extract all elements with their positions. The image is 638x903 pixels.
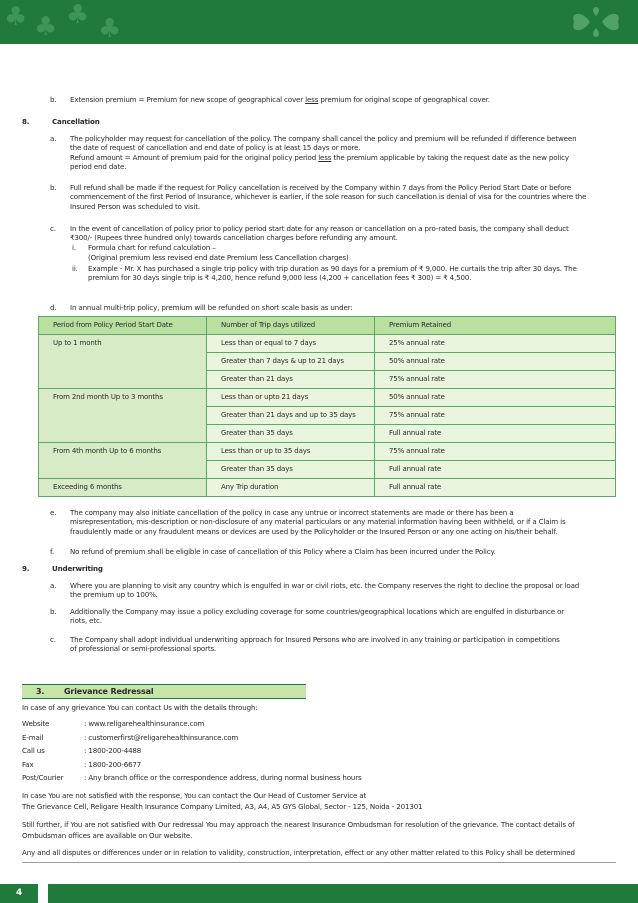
- text-line: misrepresentation, mis-description or non-disclosure of any material particulars or any material information having been withheld, or if a Claim is: [70, 517, 566, 527]
- table-cell: 50% annual rate: [375, 389, 616, 407]
- contact-label: Website: [22, 719, 50, 728]
- item-letter: b.: [50, 95, 57, 104]
- disputes-line: Any and all disputes or differences under or in relation to validity, construction, interpretation, effect or any other matter related to this Policy shall be determined: [22, 848, 575, 857]
- subitem-text: Formula chart for refund calculation –: [88, 242, 216, 252]
- cancellation-item-f: [50, 547, 615, 557]
- text-line: commencement of the first Period of Insurance, whichever is earlier, if the sole reason for such cancellation is denial of visa for the countries where the: [70, 192, 587, 202]
- email-link[interactable]: : customerfirst@religarehealthinsurance.com: [84, 733, 239, 742]
- table-cell: Full annual rate: [375, 479, 616, 497]
- table-cell: Greater than 21 days: [207, 371, 375, 389]
- table-cell: Full annual rate: [375, 425, 616, 443]
- item-letter: b.: [50, 183, 57, 192]
- subitem-text: premium for 30 days single trip is ₹ 4,200, hence refund 9,000 less (4,200 + cancellation fees ₹ 300) = ₹ 4,500.: [88, 273, 472, 283]
- text-line: of professional or semi-professional sports.: [70, 644, 217, 654]
- table-row: [39, 335, 616, 353]
- page-header-band: [0, 0, 638, 44]
- text-line: [70, 153, 615, 162]
- text-line: period end date.: [70, 162, 127, 172]
- formula-detail: (Original premium less revised end date Premium less Cancellation charges): [88, 252, 349, 262]
- grievance-intro: In case of any grievance You can contact Us with the details through:: [22, 703, 258, 712]
- subitem-text: Example - Mr. X has purchased a single trip policy with trip duration as 90 days for a premium of ₹ 9,000. He curtails the trip after 30 days. The: [88, 264, 577, 274]
- grievance-heading-bar: [22, 684, 306, 699]
- table-cell: 75% annual rate: [375, 371, 616, 389]
- underwriting-item-a: [50, 581, 615, 601]
- section-title: Grievance Redressal: [64, 687, 154, 696]
- example-row: [70, 264, 615, 283]
- divider: [22, 862, 616, 863]
- clover-icon: ♣: [34, 12, 58, 42]
- underlined-word: less: [305, 95, 319, 104]
- table-cell: 50% annual rate: [375, 353, 616, 371]
- section-number: 9.: [22, 564, 30, 573]
- table-cell: 25% annual rate: [375, 335, 616, 353]
- page-number: 4: [0, 884, 38, 903]
- contact-label: Call us: [22, 746, 45, 755]
- formula-row: [70, 243, 615, 253]
- table-cell: Less than or up to 35 days: [207, 443, 375, 461]
- item-letter: a.: [50, 581, 57, 590]
- text-line: The company may also initiate cancellation of the policy in case any untrue or incorrect statements are made or there has been a: [70, 508, 514, 517]
- item-letter: c.: [50, 635, 56, 644]
- page-footer: [0, 884, 638, 903]
- underlined-word: less: [318, 152, 332, 162]
- cancellation-item-b: [50, 183, 615, 215]
- refund-scale-table: [38, 316, 616, 497]
- cancellation-item-d: [50, 303, 615, 313]
- table-header-cell: Period from Policy Period Start Date: [39, 317, 207, 335]
- ombudsman-line: Ombudsman offices are available on Our website.: [22, 831, 193, 840]
- text-line: Insured Person was scheduled to visit.: [70, 201, 200, 211]
- item-text: [70, 607, 615, 626]
- item-text: [70, 581, 615, 600]
- section-number: 8.: [22, 117, 30, 126]
- underwriting-item-c: [50, 635, 615, 655]
- table-cell: Less than or equal to 7 days: [207, 335, 375, 353]
- text-part: the premium applicable by taking the request date as the new policy: [331, 152, 569, 162]
- table-header-cell: Premium Retained: [375, 317, 616, 335]
- item-text: In annual multi-trip policy, premium will be refunded on short scale basis as under:: [70, 303, 353, 312]
- item-text-part: premium for original scope of geographical cover.: [318, 95, 490, 104]
- contact-label: E-mail: [22, 733, 44, 742]
- table-cell: Greater than 35 days: [207, 425, 375, 443]
- website-link[interactable]: : www.religarehealthinsurance.com: [84, 719, 205, 728]
- text-line: Full refund shall be made if the request for Policy cancellation is received by the Company within 7 days from the Policy Period Start Date or before: [70, 183, 572, 192]
- section-title: Cancellation: [52, 117, 100, 126]
- contact-label: Fax: [22, 760, 34, 769]
- table-cell: Up to 1 month: [39, 335, 207, 389]
- table-cell: From 2nd month Up to 3 months: [39, 389, 207, 443]
- table-cell: Greater than 21 days and up to 35 days: [207, 407, 375, 425]
- table-row: [39, 443, 616, 461]
- cancellation-item-e: [50, 508, 615, 540]
- table-cell: Exceeding 6 months: [39, 479, 207, 497]
- item-letter: a.: [50, 134, 57, 143]
- item-text: [70, 134, 615, 171]
- item-text-part: Extension premium = Premium for new scope of geographical cover: [70, 95, 306, 104]
- subitem-label: i.: [72, 242, 76, 252]
- section-title: Underwriting: [52, 564, 103, 573]
- text-line: fraudulently made or any fraudulent means or devices are used by the Policyholder or the Insured Person or any one acting on his/their behalf.: [70, 526, 558, 536]
- contact-value: : 1800-200-4488: [84, 746, 142, 755]
- grievance-cell-address: The Grievance Cell, Religare Health Insurance Company Limited, A3, A4, A5 GYS Global, Sector - 125, Noida - 201301: [22, 802, 423, 811]
- text-line: the premium up to 100%.: [70, 590, 158, 600]
- clover-icon: ♣: [66, 0, 90, 30]
- item-letter: f.: [50, 547, 54, 556]
- item-text: [70, 95, 615, 104]
- text-part: Refund amount = Amount of premium paid for the original policy period: [70, 152, 319, 162]
- item-text: [70, 224, 615, 283]
- table-cell: From 4th month Up to 6 months: [39, 443, 207, 479]
- text-line: The policyholder may request for cancellation of the policy. The company shall cancel the policy and premium will be refunded if difference between: [70, 134, 577, 143]
- cancellation-item-a: [50, 134, 615, 174]
- table-cell: Any Trip duration: [207, 479, 375, 497]
- footer-bar: [48, 884, 638, 903]
- item-letter: d.: [50, 303, 57, 312]
- item-letter: e.: [50, 508, 57, 517]
- table-cell: 75% annual rate: [375, 443, 616, 461]
- table-header-row: [39, 317, 616, 335]
- text-line: In the event of cancellation of policy prior to policy period start date for any reason or cancellation on a pro-rated basis, the company shall deduct: [70, 224, 569, 233]
- table-cell: Greater than 35 days: [207, 461, 375, 479]
- clover-icon: ♣: [4, 2, 28, 32]
- item-text: No refund of premium shall be eligible in case of cancellation of this Policy where a Claim has been incurred under the Policy.: [70, 547, 496, 556]
- underwriting-item-b: [50, 607, 615, 627]
- table-row: [39, 389, 616, 407]
- text-line: ₹300/- (Rupees three hundred only) towards cancellation charges before refunding any amount.: [70, 233, 398, 243]
- text-line: riots, etc.: [70, 616, 102, 626]
- item-letter: b.: [50, 607, 57, 616]
- contact-value: : Any branch office or the correspondence address, during normal business hours: [84, 773, 362, 782]
- ombudsman-line: Still further, if You are not satisfied with Our redressal You may approach the nearest Insurance Ombudsman for resolution of the grievance. The contact details of: [22, 820, 575, 829]
- item-text: [70, 635, 615, 654]
- table-header-cell: Number of Trip days utilized: [207, 317, 375, 335]
- table-cell: 75% annual rate: [375, 407, 616, 425]
- brand-logo-icon: [564, 2, 628, 42]
- contact-value: : 1800-200-6677: [84, 760, 142, 769]
- table-cell: Less than or upto 21 days: [207, 389, 375, 407]
- text-line: The Company shall adopt individual underwriting approach for Insured Persons who are involved in any training or participation in competitions: [70, 635, 560, 644]
- text-line: the date of request of cancellation and end date of policy is at least 15 days or more.: [70, 143, 361, 153]
- item-text: [70, 183, 615, 211]
- table-cell: Greater than 7 days & up to 21 days: [207, 353, 375, 371]
- text-line: Where you are planning to visit any country which is engulfed in war or civil riots, etc. the Company reserves the right to decline the proposal or load: [70, 581, 580, 590]
- table-row: [39, 479, 616, 497]
- table-cell: Full annual rate: [375, 461, 616, 479]
- item-text: [70, 508, 615, 536]
- contact-label: Post/Courier: [22, 773, 64, 782]
- head-of-service-line: In case You are not satisfied with the response, You can contact the Our Head of Customer Service at: [22, 791, 367, 800]
- cancellation-item-c: [50, 224, 615, 294]
- item-letter: c.: [50, 224, 56, 233]
- subitem-label: ii.: [72, 264, 78, 274]
- text-line: Additionally the Company may issue a policy excluding coverage for some countries/geographical locations which are engulfed in disturbance or: [70, 607, 565, 616]
- extension-premium-item: [50, 95, 615, 105]
- section-number: 3.: [36, 687, 45, 696]
- clover-icon: ♣: [98, 14, 122, 44]
